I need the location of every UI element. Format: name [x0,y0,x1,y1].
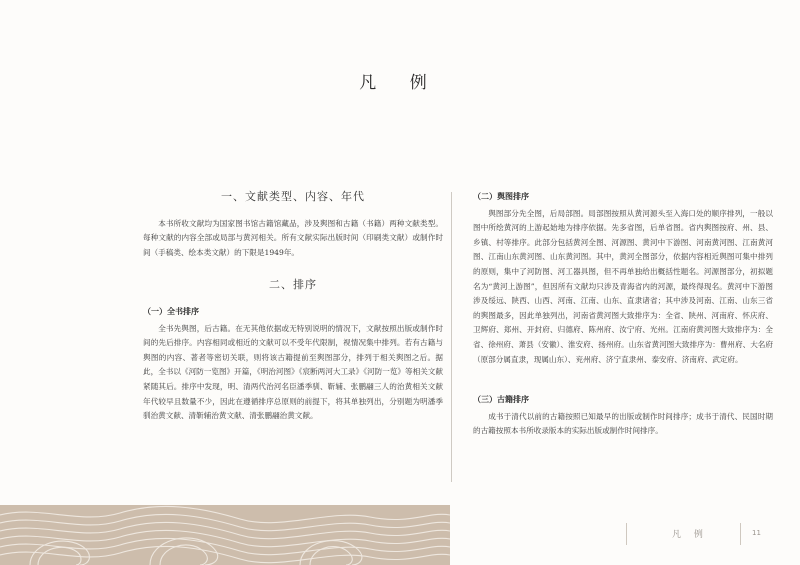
subheading-ancient-book-order: （三）古籍排序 [473,395,529,405]
paragraph-map-order: 舆图部分先全图，后局部图。局部图按照从黄河源头至入海口处的顺序排列，一般以图中所绘黄河的上游起始地为排序依据。先多省图，后单省图。省内舆图按府、州、县、乡镇、村等排序。此部分包括黄河全图、河源图、黄河中下游图、河南黄河图、江南黄河图、江南山东黄河图、山东黄河图。其中，黄河全图部分，依据内容相近舆图可集中排列的原则，集中了河防图、河工器具图，但不再单独给出概括性题名。河源图部分，初拟题名为“黄河上游图”，但因所有文献均只涉及青海省内的河源，最终得现名。黄河中下游图涉及绥远、陕西、山西、河南、江南、山东、直隶诸省；其中涉及河南、江南、山东三省的舆图最多，因此单独列出，河南省黄河图大致排序为：全省、陕州、河南府、怀庆府、卫辉府、郑州、开封府、归德府、陈州府、汝宁府、光州。江南府黄河图大致排序为：全省、徐州府、萧县（安徽）、淮安府、扬州府。山东省黄河图大致排序为：曹州府、大名府（原部分属直隶，现属山东）、兖州府、济宁直隶州、泰安府、济南府、武定府。 [473,208,773,364]
page-number: 11 [752,529,761,537]
column-divider [451,192,452,482]
paragraph-ancient-book-order: 成书于清代以前的古籍按照已知最早的出版或制作时间排序；成书于清代、民国时期的古籍按照本书所收录版本的实际出版或制作时间排序。 [473,411,773,436]
section-heading-types: 一、文献类型、内容、年代 [221,190,365,203]
paragraph-book-order: 全书先舆图，后古籍。在无其他依据或无特别说明的情况下，文献按照出版或制作时间的先后排序。内容相同或相近的文献可以不受年代限制，视情况集中排列。若有古籍与舆图的内容、著者等密切关联，则将该古籍提前至舆图部分，排列于相关舆图之后。据此，全书以《河防一览图》开篇，《明治河图》《宸断两河大工录》《河防一览》等相关文献紧随其后。排序中发现，明、清两代治河名臣潘季驯、靳辅、张鹏翮三人的治黄相关文献年代较早且数量不少，因此在遵循排序总原则的前提下，将其单独列出，分别题为明潘季驯治黄文献、清靳辅治黄文献、清张鹏翮治黄文献。 [143,323,443,421]
footer-divider-left [626,523,627,545]
section-heading-order: 二、排序 [269,278,317,292]
wave-decoration [0,505,450,565]
right-column [473,190,773,439]
footer-title: 凡 例 [672,530,708,540]
wave-pattern-icon [0,505,450,565]
page-title: 凡 例 [359,73,441,93]
footer-divider-right [740,523,741,545]
subheading-map-order: （二）舆图排序 [473,192,529,201]
paragraph-types: 本书所收文献均为国家图书馆古籍馆藏品，涉及舆图和古籍（书籍）两种文献类型。每种文献的内容全部或局部与黄河相关。所有文献实际出版时间（印刷类文献）或制作时间（手稿类、绘本类文献）的下限是1949年。 [143,218,443,257]
subheading-book-order: （一）全书排序 [143,306,199,316]
left-column [143,190,443,424]
